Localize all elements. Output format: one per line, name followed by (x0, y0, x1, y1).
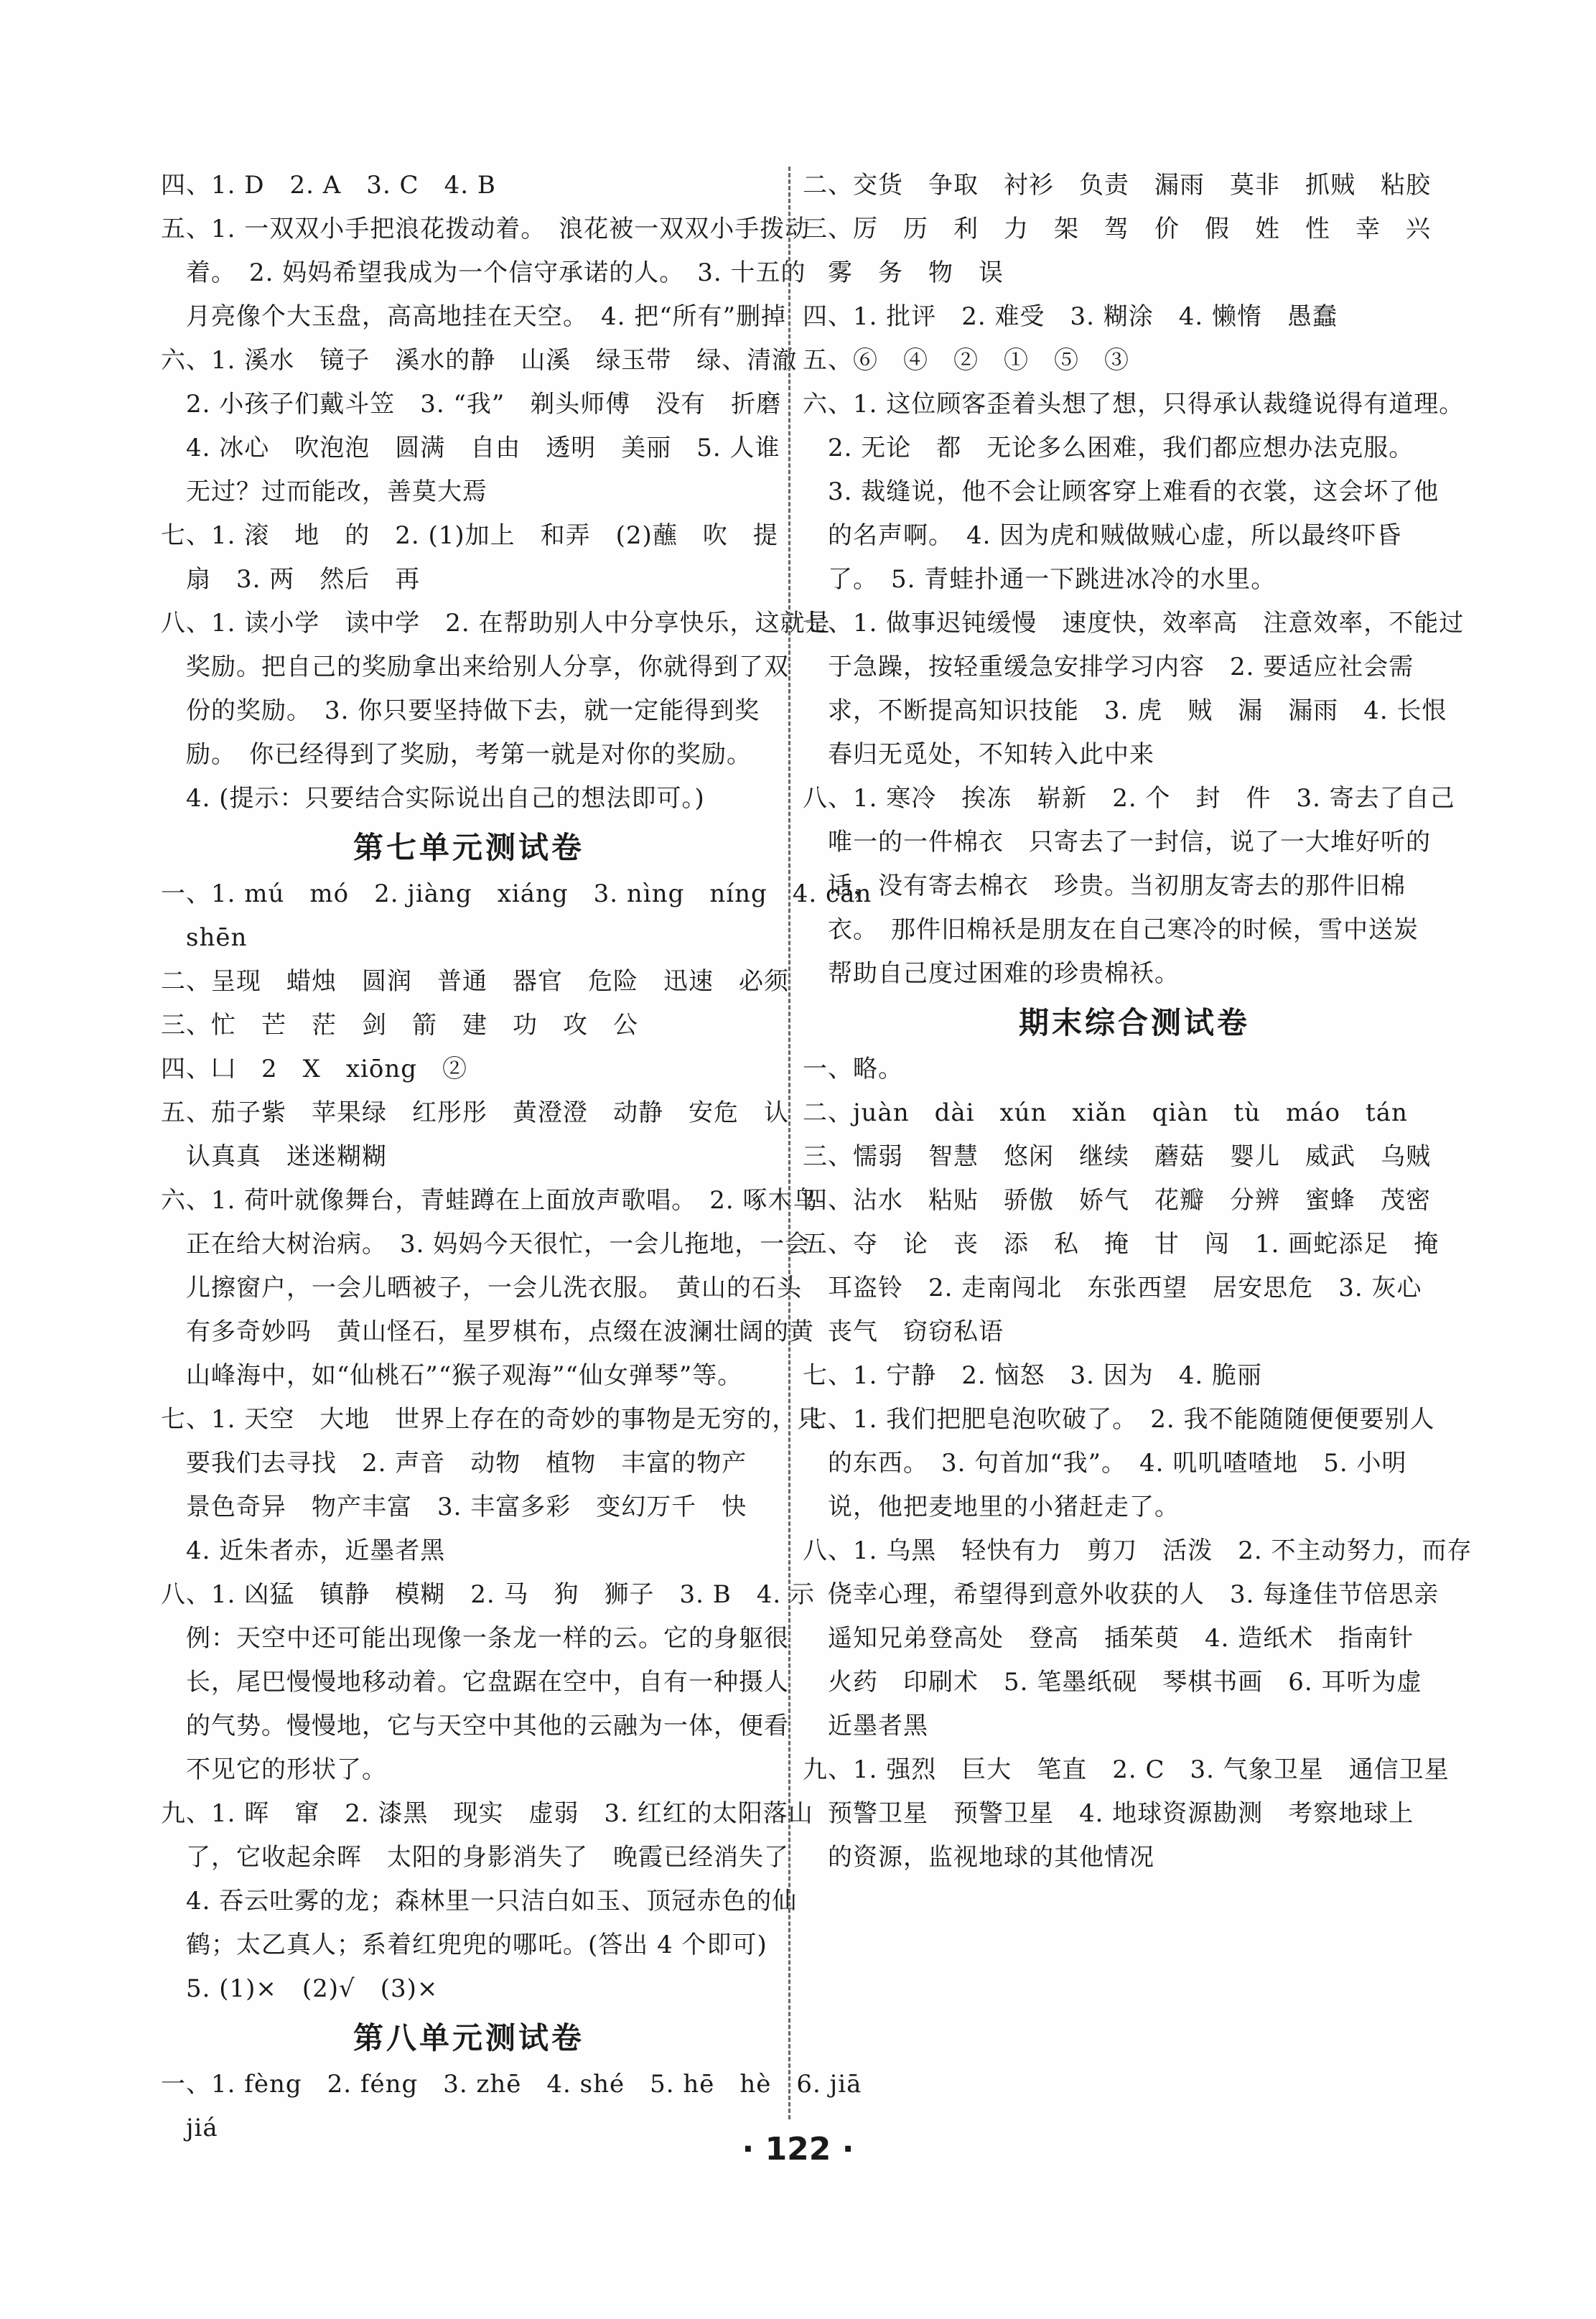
answer-line: jiá (161, 2114, 218, 2142)
right-column (803, 164, 1473, 1880)
answer-line: 认真真 迷迷糊糊 (161, 1142, 387, 1171)
answer-line: 着。 2. 妈妈希望我成为一个信守承诺的人。 3. 十五的 (161, 258, 806, 287)
answer-line: 三、懦弱 智慧 悠闲 继续 蘑菇 婴儿 威武 乌贼 (803, 1142, 1431, 1171)
answer-line: 九、1. 晖 窜 2. 漆黑 现实 虚弱 3. 红红的太阳落山 (161, 1799, 813, 1828)
answer-line: 五、1. 一双双小手把浪花拨动着。 浪花被一双双小手拨动 (161, 215, 811, 243)
answer-line: 4. (提示：只要结合实际说出自己的想法即可。) (161, 784, 705, 813)
answer-line: 侥幸心理，希望得到意外收获的人 3. 每逢佳节倍思亲 (803, 1580, 1439, 1609)
answer-line: 有多奇妙吗 黄山怪石，星罗棋布，点缀在波澜壮阔的黄 (161, 1317, 814, 1346)
answer-line: 七、1. 做事迟钝缓慢 速度快，效率高 注意效率，不能过 (803, 609, 1465, 638)
answer-line: 一、1. fèng 2. féng 3. zhē 4. shé 5. hē hè 6. jiā (161, 2070, 862, 2099)
answer-line: 帮助自己度过困难的珍贵棉袄。 (803, 959, 1180, 988)
answer-line: 奖励。把自己的奖励拿出来给别人分享，你就得到了双 (161, 653, 789, 681)
answer-line: 不见它的形状了。 (161, 1755, 387, 1784)
answer-line: 正在给大树治病。 3. 妈妈今天很忙，一会儿拖地，一会 (161, 1230, 811, 1259)
answer-line: 唯一的一件棉衣 只寄去了一封信，说了一大堆好听的 (803, 828, 1431, 857)
answer-line: 耳盗铃 2. 走南闯北 东张西望 居安思危 3. 灰心 (803, 1274, 1422, 1302)
answer-line: 五、⑥ ④ ② ① ⑤ ③ (803, 346, 1129, 375)
answer-line: 3. 裁缝说，他不会让顾客穿上难看的衣裳，这会坏了他 (803, 477, 1439, 506)
answer-line: 八、1. 乌黑 轻快有力 剪刀 活泼 2. 不主动努力，而存 (803, 1536, 1473, 1565)
answer-line: 了，它收起余晖 太阳的身影消失了 晚霞已经消失了 (161, 1843, 789, 1872)
answer-line: 预警卫星 预警卫星 4. 地球资源勘测 考察地球上 (803, 1799, 1414, 1828)
answer-line: 三、厉 历 利 力 架 驾 价 假 姓 性 幸 兴 (803, 215, 1431, 243)
answer-line: 九、1. 强烈 巨大 笔直 2. C 3. 气象卫星 通信卫星 (803, 1755, 1450, 1784)
answer-line: 七、1. 天空 大地 世界上存在的奇妙的事物是无穷的，只 (161, 1405, 823, 1434)
answer-line: 山峰海中，如“仙桃石”“猴子观海”“仙女弹琴”等。 (161, 1361, 743, 1390)
answer-line: 扇 3. 两 然后 再 (161, 565, 421, 594)
answer-line: 要我们去寻找 2. 声音 动物 植物 丰富的物产 (161, 1449, 747, 1478)
answer-line: 5. (1)× (2)√ (3)× (161, 1974, 439, 2003)
answer-line: 于急躁，按轻重缓急安排学习内容 2. 要适应社会需 (803, 653, 1414, 681)
answer-line: 4. 近朱者赤，近墨者黑 (161, 1536, 446, 1565)
answer-line: 二、交货 争取 衬衫 负责 漏雨 莫非 抓贼 粘胶 (803, 171, 1431, 200)
answer-line: 火药 印刷术 5. 笔墨纸砚 琴棋书画 6. 耳听为虚 (803, 1668, 1422, 1697)
answer-line: 六、1. 荷叶就像舞台，青蛙蹲在上面放声歌唱。 2. 啄木鸟 (161, 1186, 818, 1215)
answer-line: 景色奇异 物产丰富 3. 丰富多彩 变幻万千 快 (161, 1493, 747, 1521)
answer-line: 遥知兄弟登高处 登高 插茱萸 4. 造纸术 指南针 (803, 1624, 1414, 1653)
answer-line: 五、夺 论 丧 添 私 掩 甘 闯 1. 画蛇添足 掩 (803, 1230, 1439, 1259)
answer-line: 4. 冰心 吹泡泡 圆满 自由 透明 美丽 5. 人谁 (161, 434, 780, 462)
answer-line: 六、1. 这位顾客歪着头想了想，只得承认裁缝说得有道理。 (803, 390, 1465, 419)
answer-line: 丧气 窃窃私语 (803, 1317, 1004, 1346)
answer-line: 三、忙 芒 茫 剑 箭 建 功 攻 公 (161, 1011, 638, 1040)
answer-line: 四、沾水 粘贴 骄傲 娇气 花瓣 分辨 蜜蜂 茂密 (803, 1186, 1431, 1215)
answer-line: 雾 务 物 误 (803, 258, 1004, 287)
answer-line: 4. 吞云吐雾的龙；森林里一只洁白如玉、顶冠赤色的仙 (161, 1887, 798, 1916)
answer-line: 八、1. 读小学 读中学 2. 在帮助别人中分享快乐，这就是 (161, 609, 831, 638)
column-divider (788, 167, 790, 2119)
answer-line: 八、1. 寒冷 挨冻 崭新 2. 个 封 件 3. 寄去了自己 (803, 784, 1455, 813)
section-title: 第八单元测试卷 (353, 2020, 584, 2056)
answer-line: 七、1. 滚 地 的 2. (1)加上 和弄 (2)蘸 吹 提 (161, 521, 778, 550)
answer-line: 四、1. D 2. A 3. C 4. B (161, 171, 496, 200)
answer-line: 八、1. 凶猛 镇静 模糊 2. 马 狗 狮子 3. B 4. 示 (161, 1580, 815, 1609)
answer-line: 衣。 那件旧棉袄是朋友在自己寒冷的时候，雪中送炭 (803, 915, 1419, 944)
answer-line: 2. 无论 都 无论多么困难，我们都应想办法克服。 (803, 434, 1414, 462)
answer-line: 说，他把麦地里的小猪赶走了。 (803, 1493, 1180, 1521)
answer-line: 例：天空中还可能出现像一条龙一样的云。它的身躯很 (161, 1624, 789, 1653)
answer-line: 鹤；太乙真人；系着红兜兜的哪吒。(答出 4 个即可) (161, 1931, 767, 1959)
answer-line: 五、茄子紫 苹果绿 红彤彤 黄澄澄 动静 安危 认 (161, 1098, 789, 1127)
answer-line: 儿擦窗户，一会儿晒被子，一会儿洗衣服。 黄山的石头 (161, 1274, 802, 1302)
answer-line: 无过？过而能改，善莫大焉 (161, 477, 487, 506)
answer-line: 的资源，监视地球的其他情况 (803, 1843, 1154, 1872)
answer-line: 份的奖励。 3. 你只要坚持做下去，就一定能得到奖 (161, 696, 760, 725)
answer-line: 的东西。 3. 句首加“我”。 4. 叽叽喳喳地 5. 小明 (803, 1449, 1407, 1478)
answer-line: 四、凵 2 X xiōng ② (161, 1055, 468, 1083)
answer-line: 春归无觅处，不知转入此中来 (803, 740, 1154, 769)
answer-line: 四、1. 批评 2. 难受 3. 糊涂 4. 懒惰 愚蠢 (803, 302, 1338, 331)
section-title: 期末综合测试卷 (1018, 1005, 1250, 1040)
answer-line: 六、1. 溪水 镜子 溪水的静 山溪 绿玉带 绿、清澈 (161, 346, 798, 375)
answer-line: 励。 你已经得到了奖励，考第一就是对你的奖励。 (161, 740, 752, 769)
answer-line: 话，没有寄去棉衣 珍贵。当初朋友寄去的那件旧棉 (803, 872, 1406, 900)
answer-line: 的气势。慢慢地，它与天空中其他的云融为一体，便看 (161, 1712, 789, 1740)
answer-line: 2. 小孩子们戴斗笠 3. “我” 剃头师傅 没有 折磨 (161, 390, 782, 419)
answer-line: shēn (161, 923, 248, 952)
answer-line: 月亮像个大玉盘，高高地挂在天空。 4. 把“所有”删掉 (161, 302, 787, 331)
answer-line: 七、1. 我们把肥皂泡吹破了。 2. 我不能随随便便要别人 (803, 1405, 1435, 1434)
answer-line: 的名声啊。 4. 因为虎和贼做贼心虚，所以最终吓昏 (803, 521, 1402, 550)
page-number: · 122 · (742, 2131, 854, 2168)
answer-line: 二、呈现 蜡烛 圆润 普通 器官 危险 迅速 必须 (161, 967, 789, 996)
answer-line: 近墨者黑 (803, 1712, 928, 1740)
answer-line: 了。 5. 青蛙扑通一下跳进冰冷的水里。 (803, 565, 1277, 594)
answer-line: 七、1. 宁静 2. 恼怒 3. 因为 4. 脆丽 (803, 1361, 1262, 1390)
answer-line: 一、略。 (803, 1055, 903, 1083)
answer-line: 长，尾巴慢慢地移动着。它盘踞在空中，自有一种摄人 (161, 1668, 789, 1697)
answer-line: 求，不断提高知识技能 3. 虎 贼 漏 漏雨 4. 长恨 (803, 696, 1447, 725)
answer-line: 二、juàn dài xún xiǎn qiàn tù máo tán (803, 1098, 1408, 1127)
answer-line: 一、1. mú mó 2. jiàng xiáng 3. nìng níng 4. cān (161, 879, 872, 908)
section-title: 第七单元测试卷 (353, 830, 584, 865)
